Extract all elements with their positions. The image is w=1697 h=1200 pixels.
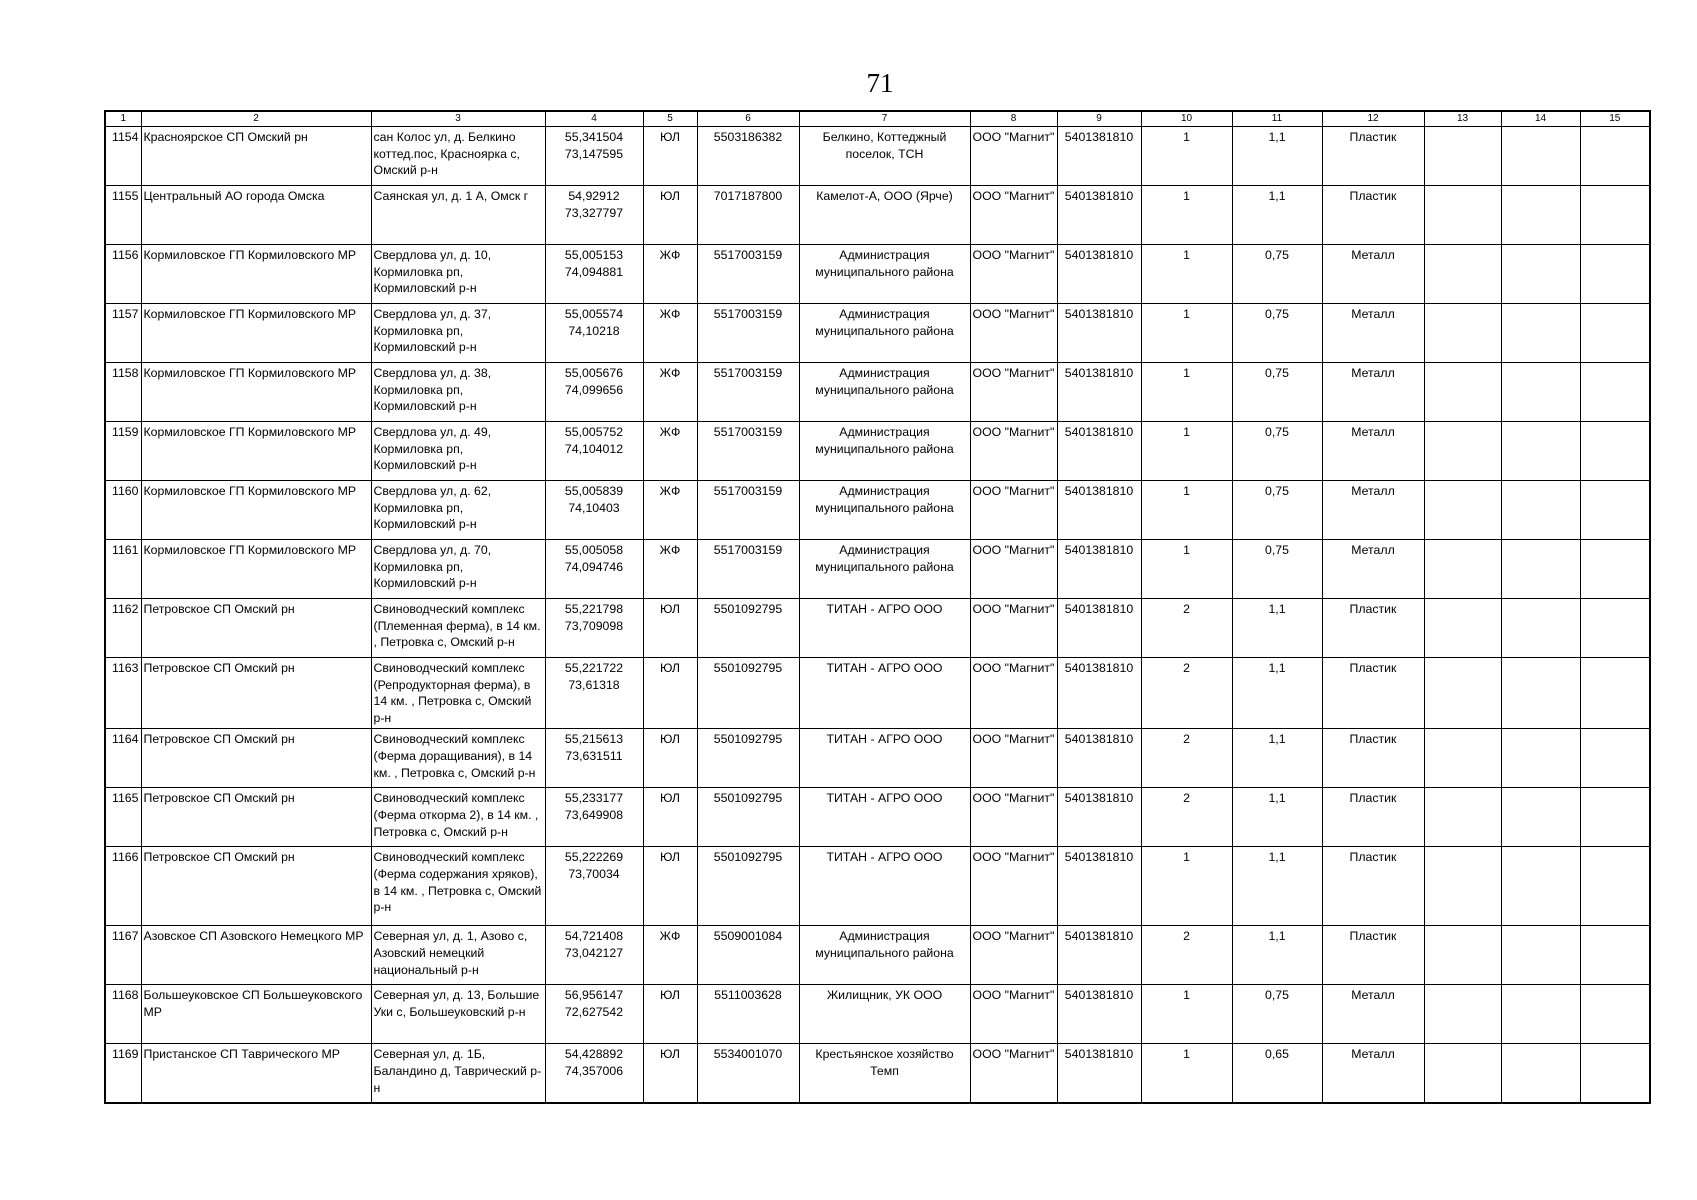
column-header: 13 bbox=[1424, 111, 1501, 127]
empty-cell bbox=[1424, 599, 1501, 658]
operator-inn-cell: 5401381810 bbox=[1057, 481, 1141, 540]
empty-cell bbox=[1501, 985, 1580, 1044]
empty-cell bbox=[1501, 788, 1580, 847]
operator-inn-cell: 5401381810 bbox=[1057, 245, 1141, 304]
operator-cell: ООО "Магнит" bbox=[970, 1044, 1057, 1104]
empty-cell bbox=[1580, 540, 1650, 599]
container-volume-cell: 1,1 bbox=[1232, 186, 1322, 245]
table-row bbox=[105, 540, 1650, 599]
address-cell: сан Колос ул, д. Белкино коттед.пос, Красноярка с, Омский р-н bbox=[371, 127, 545, 186]
material-cell: Металл bbox=[1322, 363, 1424, 422]
address-cell: Свиноводческий комплекс (Репродукторная ферма), в 14 км. , Петровка с, Омский р-н bbox=[371, 658, 545, 729]
coordinates-cell: 56,956147 72,627542 bbox=[545, 985, 643, 1044]
settlement-cell: Петровское СП Омский рн bbox=[141, 729, 371, 788]
column-header: 15 bbox=[1580, 111, 1650, 127]
owner-cell: Администрация муниципального района bbox=[799, 245, 970, 304]
inn-cell: 5517003159 bbox=[697, 481, 799, 540]
operator-cell: ООО "Магнит" bbox=[970, 847, 1057, 926]
owner-cell: Белкино, Коттеджный поселок, ТСН bbox=[799, 127, 970, 186]
empty-cell bbox=[1580, 481, 1650, 540]
column-number-row bbox=[105, 111, 1650, 127]
owner-cell: Администрация муниципального района bbox=[799, 422, 970, 481]
empty-cell bbox=[1580, 599, 1650, 658]
empty-cell bbox=[1580, 729, 1650, 788]
empty-cell bbox=[1580, 186, 1650, 245]
settlement-cell: Кормиловское ГП Кормиловского МР bbox=[141, 422, 371, 481]
row-number: 1157 bbox=[105, 304, 141, 363]
settlement-cell: Петровское СП Омский рн bbox=[141, 847, 371, 926]
container-count-cell: 1 bbox=[1141, 847, 1232, 926]
container-count-cell: 1 bbox=[1141, 1044, 1232, 1104]
table-row bbox=[105, 1044, 1650, 1104]
operator-inn-cell: 5401381810 bbox=[1057, 186, 1141, 245]
operator-inn-cell: 5401381810 bbox=[1057, 540, 1141, 599]
container-volume-cell: 0,75 bbox=[1232, 985, 1322, 1044]
container-volume-cell: 0,75 bbox=[1232, 481, 1322, 540]
owner-cell: Крестьянское хозяйство Темп bbox=[799, 1044, 970, 1104]
column-header: 5 bbox=[643, 111, 697, 127]
address-cell: Северная ул, д. 13, Большие Уки с, Большеуковский р-н bbox=[371, 985, 545, 1044]
row-number: 1169 bbox=[105, 1044, 141, 1104]
owner-type-cell: ЮЛ bbox=[643, 729, 697, 788]
settlement-cell: Азовское СП Азовского Немецкого МР bbox=[141, 926, 371, 985]
material-cell: Металл bbox=[1322, 1044, 1424, 1104]
operator-inn-cell: 5401381810 bbox=[1057, 985, 1141, 1044]
container-count-cell: 2 bbox=[1141, 658, 1232, 729]
table-row bbox=[105, 422, 1650, 481]
inn-cell: 5501092795 bbox=[697, 847, 799, 926]
owner-type-cell: ЮЛ bbox=[643, 599, 697, 658]
settlement-cell: Пристанское СП Таврического МР bbox=[141, 1044, 371, 1104]
coordinates-cell: 55,341504 73,147595 bbox=[545, 127, 643, 186]
empty-cell bbox=[1501, 599, 1580, 658]
operator-cell: ООО "Магнит" bbox=[970, 658, 1057, 729]
operator-cell: ООО "Магнит" bbox=[970, 304, 1057, 363]
empty-cell bbox=[1580, 245, 1650, 304]
owner-cell: ТИТАН - АГРО ООО bbox=[799, 658, 970, 729]
row-number: 1154 bbox=[105, 127, 141, 186]
empty-cell bbox=[1424, 788, 1501, 847]
owner-type-cell: ЖФ bbox=[643, 363, 697, 422]
address-cell: Саянская ул, д. 1 А, Омск г bbox=[371, 186, 545, 245]
container-volume-cell: 1,1 bbox=[1232, 658, 1322, 729]
empty-cell bbox=[1580, 363, 1650, 422]
table-row bbox=[105, 363, 1650, 422]
coordinates-cell: 55,005153 74,094881 bbox=[545, 245, 643, 304]
column-header: 6 bbox=[697, 111, 799, 127]
empty-cell bbox=[1501, 729, 1580, 788]
empty-cell bbox=[1424, 985, 1501, 1044]
material-cell: Пластик bbox=[1322, 599, 1424, 658]
inn-cell: 5509001084 bbox=[697, 926, 799, 985]
operator-inn-cell: 5401381810 bbox=[1057, 658, 1141, 729]
owner-type-cell: ЮЛ bbox=[643, 1044, 697, 1104]
operator-cell: ООО "Магнит" bbox=[970, 788, 1057, 847]
operator-cell: ООО "Магнит" bbox=[970, 729, 1057, 788]
owner-type-cell: ЖФ bbox=[643, 245, 697, 304]
owner-cell: ТИТАН - АГРО ООО bbox=[799, 847, 970, 926]
column-header: 11 bbox=[1232, 111, 1322, 127]
settlement-cell: Петровское СП Омский рн bbox=[141, 599, 371, 658]
inn-cell: 5534001070 bbox=[697, 1044, 799, 1104]
table-row bbox=[105, 304, 1650, 363]
table-row bbox=[105, 788, 1650, 847]
operator-cell: ООО "Магнит" bbox=[970, 186, 1057, 245]
coordinates-cell: 55,005752 74,104012 bbox=[545, 422, 643, 481]
container-count-cell: 2 bbox=[1141, 926, 1232, 985]
empty-cell bbox=[1424, 847, 1501, 926]
owner-cell: Камелот-А, ООО (Ярче) bbox=[799, 186, 970, 245]
container-count-cell: 1 bbox=[1141, 186, 1232, 245]
owner-cell: ТИТАН - АГРО ООО bbox=[799, 788, 970, 847]
inn-cell: 5517003159 bbox=[697, 422, 799, 481]
container-volume-cell: 1,1 bbox=[1232, 127, 1322, 186]
table-row bbox=[105, 729, 1650, 788]
owner-type-cell: ЮЛ bbox=[643, 788, 697, 847]
operator-cell: ООО "Магнит" bbox=[970, 985, 1057, 1044]
inn-cell: 5501092795 bbox=[697, 658, 799, 729]
coordinates-cell: 55,221798 73,709098 bbox=[545, 599, 643, 658]
row-number: 1168 bbox=[105, 985, 141, 1044]
coordinates-cell: 54,721408 73,042127 bbox=[545, 926, 643, 985]
owner-cell: Администрация муниципального района bbox=[799, 926, 970, 985]
operator-inn-cell: 5401381810 bbox=[1057, 729, 1141, 788]
inn-cell: 5511003628 bbox=[697, 985, 799, 1044]
owner-type-cell: ЖФ bbox=[643, 481, 697, 540]
address-cell: Свердлова ул, д. 62, Кормиловка рп, Кормиловский р-н bbox=[371, 481, 545, 540]
settlement-cell: Центральный АО города Омска bbox=[141, 186, 371, 245]
empty-cell bbox=[1501, 926, 1580, 985]
empty-cell bbox=[1501, 127, 1580, 186]
owner-cell: Жилищник, УК ООО bbox=[799, 985, 970, 1044]
table-row bbox=[105, 186, 1650, 245]
inn-cell: 5517003159 bbox=[697, 540, 799, 599]
operator-inn-cell: 5401381810 bbox=[1057, 422, 1141, 481]
coordinates-cell: 55,233177 73,649908 bbox=[545, 788, 643, 847]
row-number: 1164 bbox=[105, 729, 141, 788]
empty-cell bbox=[1501, 304, 1580, 363]
address-cell: Свиноводческий комплекс (Ферма доращивания), в 14 км. , Петровка с, Омский р-н bbox=[371, 729, 545, 788]
material-cell: Металл bbox=[1322, 481, 1424, 540]
empty-cell bbox=[1501, 1044, 1580, 1104]
inn-cell: 5517003159 bbox=[697, 245, 799, 304]
row-number: 1166 bbox=[105, 847, 141, 926]
empty-cell bbox=[1424, 245, 1501, 304]
owner-type-cell: ЮЛ bbox=[643, 985, 697, 1044]
material-cell: Металл bbox=[1322, 245, 1424, 304]
settlement-cell: Кормиловское ГП Кормиловского МР bbox=[141, 304, 371, 363]
operator-cell: ООО "Магнит" bbox=[970, 363, 1057, 422]
row-number: 1161 bbox=[105, 540, 141, 599]
material-cell: Пластик bbox=[1322, 186, 1424, 245]
address-cell: Свердлова ул, д. 10, Кормиловка рп, Кормиловский р-н bbox=[371, 245, 545, 304]
register-table bbox=[104, 110, 1651, 1104]
material-cell: Металл bbox=[1322, 304, 1424, 363]
container-volume-cell: 0,65 bbox=[1232, 1044, 1322, 1104]
row-number: 1160 bbox=[105, 481, 141, 540]
coordinates-cell: 55,005676 74,099656 bbox=[545, 363, 643, 422]
owner-cell: Администрация муниципального района bbox=[799, 540, 970, 599]
container-volume-cell: 1,1 bbox=[1232, 847, 1322, 926]
container-volume-cell: 0,75 bbox=[1232, 540, 1322, 599]
table-row bbox=[105, 481, 1650, 540]
owner-type-cell: ЖФ bbox=[643, 304, 697, 363]
table-row bbox=[105, 985, 1650, 1044]
row-number: 1158 bbox=[105, 363, 141, 422]
inn-cell: 5501092795 bbox=[697, 599, 799, 658]
empty-cell bbox=[1424, 481, 1501, 540]
container-count-cell: 1 bbox=[1141, 127, 1232, 186]
material-cell: Пластик bbox=[1322, 847, 1424, 926]
address-cell: Свердлова ул, д. 70, Кормиловка рп, Кормиловский р-н bbox=[371, 540, 545, 599]
table-row bbox=[105, 658, 1650, 729]
owner-type-cell: ЖФ bbox=[643, 926, 697, 985]
empty-cell bbox=[1501, 847, 1580, 926]
material-cell: Металл bbox=[1322, 540, 1424, 599]
container-count-cell: 1 bbox=[1141, 304, 1232, 363]
settlement-cell: Петровское СП Омский рн bbox=[141, 658, 371, 729]
inn-cell: 7017187800 bbox=[697, 186, 799, 245]
empty-cell bbox=[1580, 788, 1650, 847]
coordinates-cell: 55,221722 73,61318 bbox=[545, 658, 643, 729]
empty-cell bbox=[1580, 422, 1650, 481]
settlement-cell: Петровское СП Омский рн bbox=[141, 788, 371, 847]
empty-cell bbox=[1424, 540, 1501, 599]
material-cell: Металл bbox=[1322, 985, 1424, 1044]
column-header: 14 bbox=[1501, 111, 1580, 127]
operator-cell: ООО "Магнит" bbox=[970, 599, 1057, 658]
operator-cell: ООО "Магнит" bbox=[970, 481, 1057, 540]
operator-cell: ООО "Магнит" bbox=[970, 422, 1057, 481]
material-cell: Металл bbox=[1322, 422, 1424, 481]
address-cell: Свиноводческий комплекс (Племенная ферма), в 14 км. , Петровка с, Омский р-н bbox=[371, 599, 545, 658]
container-volume-cell: 1,1 bbox=[1232, 788, 1322, 847]
settlement-cell: Красноярское СП Омский рн bbox=[141, 127, 371, 186]
owner-type-cell: ЮЛ bbox=[643, 127, 697, 186]
address-cell: Свердлова ул, д. 38, Кормиловка рп, Кормиловский р-н bbox=[371, 363, 545, 422]
column-header: 10 bbox=[1141, 111, 1232, 127]
address-cell: Северная ул, д. 1Б, Баландино д, Таврический р-н bbox=[371, 1044, 545, 1104]
coordinates-cell: 55,222269 73,70034 bbox=[545, 847, 643, 926]
owner-cell: ТИТАН - АГРО ООО bbox=[799, 599, 970, 658]
container-count-cell: 1 bbox=[1141, 245, 1232, 304]
table-row bbox=[105, 245, 1650, 304]
operator-inn-cell: 5401381810 bbox=[1057, 788, 1141, 847]
owner-cell: Администрация муниципального района bbox=[799, 481, 970, 540]
material-cell: Пластик bbox=[1322, 127, 1424, 186]
owner-type-cell: ЮЛ bbox=[643, 847, 697, 926]
inn-cell: 5503186382 bbox=[697, 127, 799, 186]
operator-inn-cell: 5401381810 bbox=[1057, 363, 1141, 422]
coordinates-cell: 54,92912 73,327797 bbox=[545, 186, 643, 245]
row-number: 1165 bbox=[105, 788, 141, 847]
empty-cell bbox=[1501, 186, 1580, 245]
coordinates-cell: 55,215613 73,631511 bbox=[545, 729, 643, 788]
empty-cell bbox=[1501, 422, 1580, 481]
container-count-cell: 1 bbox=[1141, 540, 1232, 599]
settlement-cell: Кормиловское ГП Кормиловского МР bbox=[141, 245, 371, 304]
container-volume-cell: 0,75 bbox=[1232, 304, 1322, 363]
operator-inn-cell: 5401381810 bbox=[1057, 926, 1141, 985]
container-count-cell: 2 bbox=[1141, 729, 1232, 788]
inn-cell: 5517003159 bbox=[697, 304, 799, 363]
column-header: 1 bbox=[105, 111, 141, 127]
column-header: 2 bbox=[141, 111, 371, 127]
empty-cell bbox=[1580, 926, 1650, 985]
empty-cell bbox=[1424, 1044, 1501, 1104]
table-row bbox=[105, 599, 1650, 658]
coordinates-cell: 54,428892 74,357006 bbox=[545, 1044, 643, 1104]
container-volume-cell: 0,75 bbox=[1232, 363, 1322, 422]
empty-cell bbox=[1424, 658, 1501, 729]
material-cell: Пластик bbox=[1322, 658, 1424, 729]
operator-inn-cell: 5401381810 bbox=[1057, 599, 1141, 658]
operator-cell: ООО "Магнит" bbox=[970, 926, 1057, 985]
empty-cell bbox=[1424, 127, 1501, 186]
operator-cell: ООО "Магнит" bbox=[970, 127, 1057, 186]
material-cell: Пластик bbox=[1322, 926, 1424, 985]
empty-cell bbox=[1580, 1044, 1650, 1104]
operator-inn-cell: 5401381810 bbox=[1057, 304, 1141, 363]
table-row bbox=[105, 926, 1650, 985]
address-cell: Северная ул, д. 1, Азово с, Азовский немецкий национальный р-н bbox=[371, 926, 545, 985]
table-row bbox=[105, 127, 1650, 186]
empty-cell bbox=[1424, 304, 1501, 363]
container-volume-cell: 1,1 bbox=[1232, 599, 1322, 658]
empty-cell bbox=[1580, 985, 1650, 1044]
empty-cell bbox=[1424, 729, 1501, 788]
row-number: 1167 bbox=[105, 926, 141, 985]
empty-cell bbox=[1580, 847, 1650, 926]
row-number: 1159 bbox=[105, 422, 141, 481]
owner-type-cell: ЮЛ bbox=[643, 658, 697, 729]
settlement-cell: Кормиловское ГП Кормиловского МР bbox=[141, 481, 371, 540]
owner-cell: ТИТАН - АГРО ООО bbox=[799, 729, 970, 788]
operator-inn-cell: 5401381810 bbox=[1057, 1044, 1141, 1104]
container-count-cell: 2 bbox=[1141, 788, 1232, 847]
table-row bbox=[105, 847, 1650, 926]
empty-cell bbox=[1580, 658, 1650, 729]
empty-cell bbox=[1424, 422, 1501, 481]
address-cell: Свиноводческий комплекс (Ферма содержания хряков), в 14 км. , Петровка с, Омский р-н bbox=[371, 847, 545, 926]
operator-cell: ООО "Магнит" bbox=[970, 540, 1057, 599]
empty-cell bbox=[1424, 186, 1501, 245]
container-count-cell: 1 bbox=[1141, 363, 1232, 422]
empty-cell bbox=[1424, 363, 1501, 422]
empty-cell bbox=[1501, 481, 1580, 540]
container-count-cell: 1 bbox=[1141, 422, 1232, 481]
operator-inn-cell: 5401381810 bbox=[1057, 127, 1141, 186]
empty-cell bbox=[1501, 363, 1580, 422]
page-number: 71 bbox=[866, 68, 894, 98]
coordinates-cell: 55,005839 74,10403 bbox=[545, 481, 643, 540]
owner-cell: Администрация муниципального района bbox=[799, 363, 970, 422]
settlement-cell: Большеуковское СП Большеуковского МР bbox=[141, 985, 371, 1044]
row-number: 1156 bbox=[105, 245, 141, 304]
inn-cell: 5501092795 bbox=[697, 729, 799, 788]
column-header: 3 bbox=[371, 111, 545, 127]
empty-cell bbox=[1501, 658, 1580, 729]
empty-cell bbox=[1501, 245, 1580, 304]
operator-cell: ООО "Магнит" bbox=[970, 245, 1057, 304]
owner-type-cell: ЖФ bbox=[643, 540, 697, 599]
coordinates-cell: 55,005058 74,094746 bbox=[545, 540, 643, 599]
material-cell: Пластик bbox=[1322, 788, 1424, 847]
material-cell: Пластик bbox=[1322, 729, 1424, 788]
address-cell: Свердлова ул, д. 49, Кормиловка рп, Кормиловский р-н bbox=[371, 422, 545, 481]
owner-cell: Администрация муниципального района bbox=[799, 304, 970, 363]
row-number: 1155 bbox=[105, 186, 141, 245]
address-cell: Свиноводческий комплекс (Ферма откорма 2), в 14 км. , Петровка с, Омский р-н bbox=[371, 788, 545, 847]
empty-cell bbox=[1580, 127, 1650, 186]
column-header: 8 bbox=[970, 111, 1057, 127]
settlement-cell: Кормиловское ГП Кормиловского МР bbox=[141, 540, 371, 599]
container-count-cell: 1 bbox=[1141, 481, 1232, 540]
container-volume-cell: 0,75 bbox=[1232, 245, 1322, 304]
inn-cell: 5501092795 bbox=[697, 788, 799, 847]
container-count-cell: 1 bbox=[1141, 985, 1232, 1044]
empty-cell bbox=[1580, 304, 1650, 363]
container-volume-cell: 1,1 bbox=[1232, 729, 1322, 788]
container-volume-cell: 1,1 bbox=[1232, 926, 1322, 985]
column-header: 7 bbox=[799, 111, 970, 127]
column-header: 4 bbox=[545, 111, 643, 127]
operator-inn-cell: 5401381810 bbox=[1057, 847, 1141, 926]
coordinates-cell: 55,005574 74,10218 bbox=[545, 304, 643, 363]
owner-type-cell: ЖФ bbox=[643, 422, 697, 481]
container-count-cell: 2 bbox=[1141, 599, 1232, 658]
empty-cell bbox=[1424, 926, 1501, 985]
owner-type-cell: ЮЛ bbox=[643, 186, 697, 245]
inn-cell: 5517003159 bbox=[697, 363, 799, 422]
container-volume-cell: 0,75 bbox=[1232, 422, 1322, 481]
column-header: 9 bbox=[1057, 111, 1141, 127]
settlement-cell: Кормиловское ГП Кормиловского МР bbox=[141, 363, 371, 422]
row-number: 1162 bbox=[105, 599, 141, 658]
row-number: 1163 bbox=[105, 658, 141, 729]
address-cell: Свердлова ул, д. 37, Кормиловка рп, Кормиловский р-н bbox=[371, 304, 545, 363]
column-header: 12 bbox=[1322, 111, 1424, 127]
empty-cell bbox=[1501, 540, 1580, 599]
